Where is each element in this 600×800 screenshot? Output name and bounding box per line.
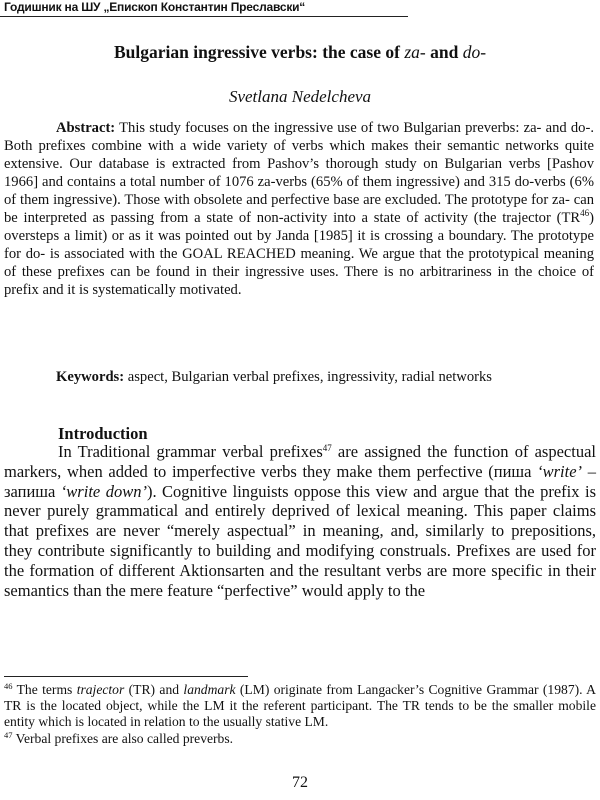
footnote-number-47: 47 [4, 729, 13, 740]
footnote-term-trajector: trajector [76, 682, 125, 697]
footnote-46 [4, 682, 596, 731]
footnotes [4, 682, 596, 747]
abstract-label: Abstract: [56, 120, 116, 136]
author-name: Svetlana Nedelcheva [228, 87, 372, 106]
footnote-46-text-1: The terms [12, 682, 77, 697]
example-dash: – [582, 461, 596, 481]
footnote-rule [4, 676, 248, 677]
footnote-number-46: 46 [4, 681, 13, 691]
keywords-text: aspect, Bulgarian verbal prefixes, ingressivity, radial networks [124, 369, 492, 385]
keywords [4, 368, 594, 386]
intro-text-2: are assigned the function of aspectual markers, when added to imperfective verbs they make them perfective ( [4, 442, 596, 481]
footnote-47-text: Verbal prefixes are also called preverbs. [12, 730, 234, 746]
footnote-ref-47[interactable]: 47 [322, 443, 332, 453]
running-header: Годишник на ШУ „Епископ Константин Преславски“ [4, 0, 306, 14]
intro-text-3: ). Cognitive linguists oppose this view and argue that the prefix is never purely grammatical and entirely deprived of lexical meaning. This paper claims that prefixes are never “merely aspectual” in meaning, and, similarly to prepositions, they contribute significantly to building and modifying construals. Prefixes are used for the formation of different Aktionsarten and the resultant verbs are more specific in their semantics than the mere feature “perfective” would apply to the [4, 481, 596, 600]
title-connector: and [425, 42, 463, 62]
header-rule [0, 16, 408, 17]
title-prefix-do: do- [462, 42, 487, 62]
example-zapisha: запиша [4, 481, 56, 501]
introduction-paragraph [4, 442, 596, 600]
footnote-ref-46[interactable]: 46 [580, 208, 590, 218]
title-prefix-za: za- [404, 42, 426, 62]
paper-title [0, 42, 600, 63]
footnote-46-text-3: (LM) originate from Langacker’s Cognitive Grammar (1987). A TR is the located object, while the LM it the referent participant. The TR tends to be the smaller mobile entity which is located in relation to the usually stative LM. [4, 682, 596, 730]
keywords-label: Keywords: [56, 369, 125, 385]
section-heading-introduction: Introduction [58, 424, 148, 443]
gloss-write: ‘write’ [531, 461, 583, 481]
page-number: 72 [292, 774, 308, 791]
footnote-47 [4, 731, 596, 747]
abstract-text-2: ) oversteps a limit) or as it was pointed out by Janda [1985] it is crossing a boundary. The prototype for do- is associated with the GOAL REACHED meaning. We argue that the prototypical meaning of these prefixes can be found in their ingressive uses. There is no arbitrariness in the choice of prefix and it is systematically motivated. [4, 210, 594, 298]
footnote-46-text-2: (TR) and [124, 682, 184, 697]
title-text: Bulgarian ingressive verbs: the case of [113, 42, 405, 62]
abstract [4, 119, 594, 299]
footnote-term-landmark: landmark [183, 682, 236, 697]
intro-text-1: In Traditional grammar verbal prefixes [58, 442, 323, 461]
gloss-write-down: ‘write down’ [55, 481, 147, 501]
abstract-text-1: This study focuses on the ingressive use of two Bulgarian preverbs: za- and do-. Both prefixes combine with a wide variety of verbs which makes their semantic networks quite extensive. Our database is extracted from Pashov’s thorough study on Bulgarian verbs [Pashov 1966] and contains a total number of 1076 za-verbs (65% of them ingressive) and 315 do-verbs (6% of them ingressive). Those with obsolete and perfective base are excluded. The prototype for za- can be interpreted as passing from a state of non-activity into a state of activity (the trajector (TR [4, 120, 594, 226]
example-pisha: пиша [493, 461, 532, 481]
